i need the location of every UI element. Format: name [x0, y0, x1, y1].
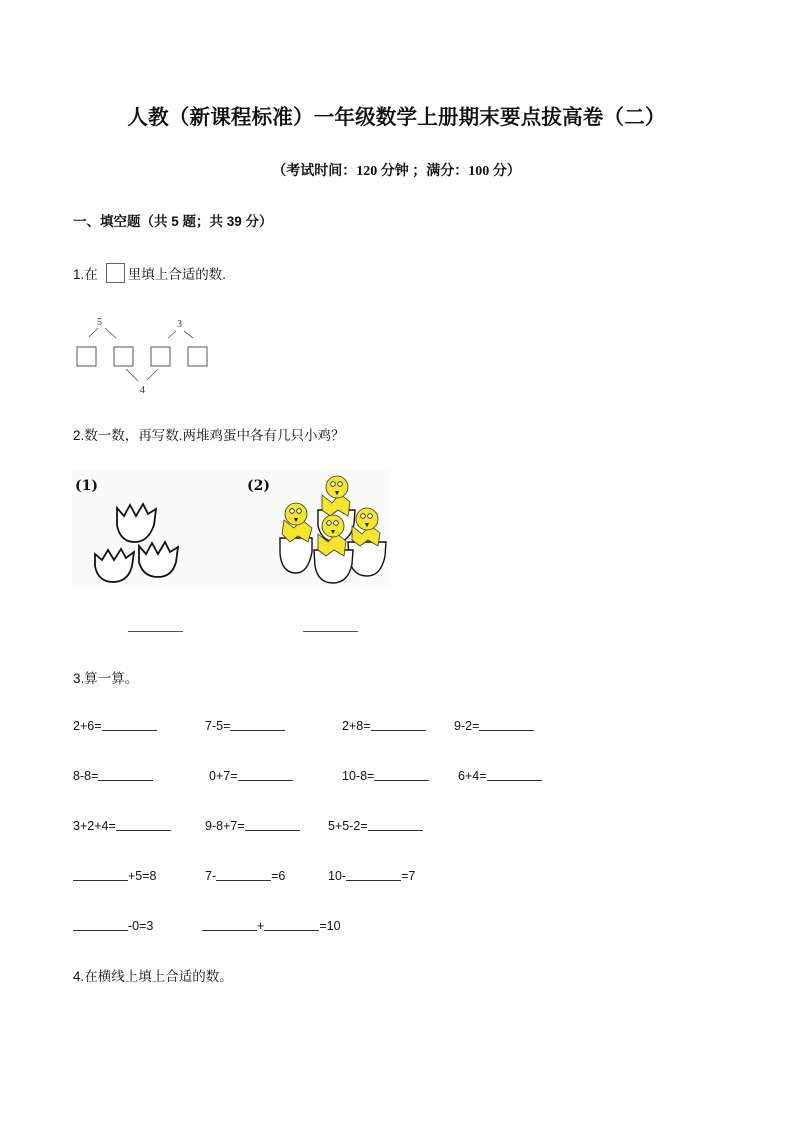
- empty-eggshell-icon: [117, 504, 156, 542]
- equation-text: 0+7=: [209, 769, 238, 783]
- question-2: 2.数一数，再写数.两堆鸡蛋中各有几只小鸡？: [73, 428, 345, 443]
- equation-text: =6: [271, 869, 286, 883]
- equation: [73, 718, 157, 733]
- answer-box-3[interactable]: [151, 347, 170, 366]
- bond-number-5: 5: [97, 317, 102, 328]
- equation: [328, 868, 415, 883]
- equation-text: 2+8=: [342, 719, 371, 733]
- answer-box-2[interactable]: [114, 347, 133, 366]
- equation: [458, 768, 542, 783]
- equation: [73, 818, 171, 833]
- eggs-and-chicks-image: [72, 470, 390, 585]
- equation: [73, 868, 157, 883]
- question-1: [73, 263, 226, 283]
- bond-number-3: 3: [177, 319, 182, 330]
- answer-blank[interactable]: [73, 918, 128, 931]
- equation-text: 8-8=: [73, 769, 99, 783]
- answer-blank[interactable]: [346, 868, 401, 881]
- equation-text: =7: [401, 869, 416, 883]
- example-box-icon: [106, 263, 125, 283]
- answer-blank[interactable]: [368, 818, 423, 831]
- equation: [205, 718, 285, 733]
- section-heading: 一、填空题（共 5 题；共 39 分）: [73, 214, 273, 229]
- equation: [205, 868, 285, 883]
- answer-blank-1[interactable]: [128, 631, 183, 632]
- answer-blank[interactable]: [479, 718, 534, 731]
- number-bond-diagram: [70, 313, 220, 398]
- equation-text: 10-8=: [342, 769, 375, 783]
- answer-blank[interactable]: [102, 718, 157, 731]
- equation: [73, 918, 153, 933]
- answer-blank[interactable]: [98, 768, 153, 781]
- equation: [73, 768, 153, 783]
- equation-text: 9-2=: [454, 719, 480, 733]
- answer-blank[interactable]: [264, 918, 319, 931]
- equation-text: 9-8+7=: [205, 819, 245, 833]
- answer-blank[interactable]: [116, 818, 171, 831]
- question-1-suffix: 里填上合适的数.: [127, 267, 227, 282]
- answer-blank[interactable]: [202, 918, 257, 931]
- answer-blank[interactable]: [216, 868, 271, 881]
- question-1-prefix: 1.在: [73, 267, 98, 282]
- answer-blank[interactable]: [245, 818, 300, 831]
- equation: [454, 718, 534, 733]
- equation: [328, 818, 423, 833]
- empty-eggshell-icon: [95, 549, 134, 582]
- equation: [205, 818, 300, 833]
- answer-box-1[interactable]: [77, 347, 96, 366]
- chick-in-egg-icon: [280, 503, 312, 573]
- answer-blank[interactable]: [374, 768, 429, 781]
- answer-blank[interactable]: [487, 768, 542, 781]
- answer-box-4[interactable]: [188, 347, 207, 366]
- equation-text: 6+4=: [458, 769, 487, 783]
- equation-text: 7-: [205, 869, 217, 883]
- image-label-1: (1): [75, 478, 98, 494]
- equation-text: 5+5-2=: [328, 819, 368, 833]
- answer-blank[interactable]: [238, 768, 293, 781]
- equation-text: +: [257, 919, 265, 933]
- equation-text: 7-5=: [205, 719, 231, 733]
- empty-eggshell-icon: [139, 542, 178, 577]
- equation-text: -0=3: [128, 919, 154, 933]
- answer-blank[interactable]: [371, 718, 426, 731]
- equation-text: 3+2+4=: [73, 819, 116, 833]
- equation-text: 2+6=: [73, 719, 102, 733]
- equation-text: =10: [319, 919, 341, 933]
- equation: [209, 768, 293, 783]
- answer-blank[interactable]: [230, 718, 285, 731]
- answer-blank[interactable]: [73, 868, 128, 881]
- equation-text: +5=8: [128, 869, 157, 883]
- equation-text: 10-: [328, 869, 347, 883]
- page-title: 人教（新课程标准）一年级数学上册期末要点拔高卷（二）: [127, 105, 666, 129]
- exam-info: （考试时间：120 分钟 ；满分：100 分）: [272, 164, 521, 179]
- equation: [342, 768, 429, 783]
- question-3: 3.算一算。: [73, 671, 139, 686]
- equation: [342, 718, 426, 733]
- bond-number-4: 4: [140, 385, 145, 396]
- equation: [202, 918, 341, 933]
- question-4: 4.在横线上填上合适的数。: [73, 969, 233, 984]
- answer-blank-2[interactable]: [303, 631, 358, 632]
- image-label-2: (2): [247, 478, 270, 494]
